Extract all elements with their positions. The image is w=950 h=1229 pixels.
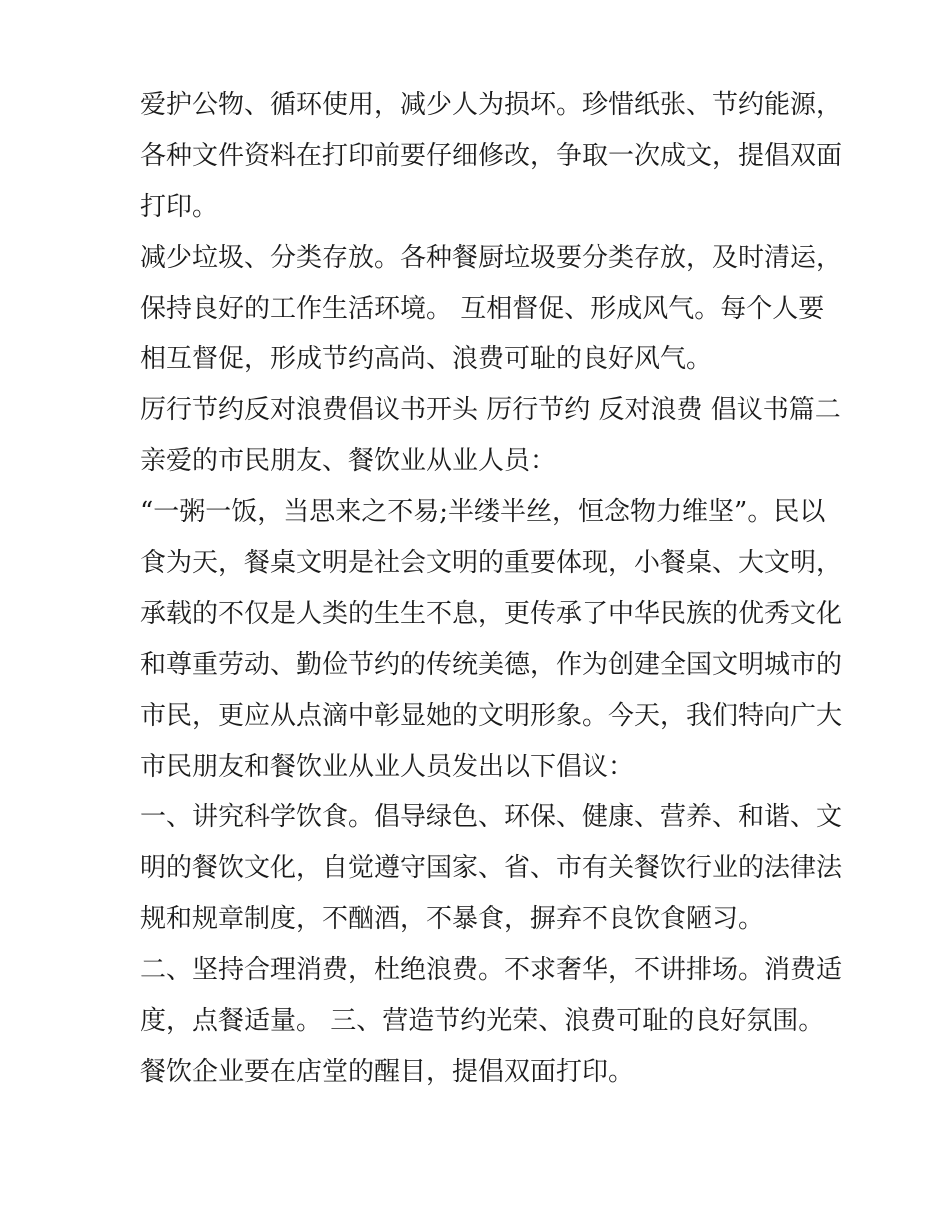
- text-line: 市民，更应从点滴中彰显她的文明形象。今天，我们特向广大: [140, 700, 843, 731]
- text-line: 明的餐饮文化，自觉遵守国家、省、市有关餐饮行业的法律法: [140, 853, 843, 884]
- text-line: 市民朋友和餐饮业从业人员发出以下倡议：: [140, 751, 635, 782]
- text-line: 餐饮企业要在店堂的醒目，提倡双面打印。: [140, 1056, 635, 1087]
- text-line: 规和规章制度，不酗酒，不暴食，摒弃不良饮食陋习。: [140, 904, 765, 935]
- text-line: 各种文件资料在打印前要仔细修改，争取一次成文，提倡双面: [140, 140, 843, 171]
- text-line: 一、讲究科学饮食。倡导绿色、环保、健康、营养、和谐、文: [140, 802, 843, 833]
- salutation: 亲爱的市民朋友、餐饮业从业人员：: [140, 446, 557, 477]
- text-line: “一粥一饭，当思来之不易;半缕半丝，恒念物力维坚”。民以: [140, 497, 826, 528]
- document-body: [140, 80, 843, 1098]
- text-line: 度，点餐适量。 三、营造节约光荣、浪费可耻的良好氛围。: [140, 1006, 825, 1037]
- text-line: 承载的不仅是人类的生生不息，更传承了中华民族的优秀文化: [140, 598, 843, 629]
- text-line: 打印。: [140, 191, 219, 222]
- text-line: 食为天，餐桌文明是社会文明的重要体现，小餐桌、大文明，: [140, 548, 843, 579]
- section-heading: 厉行节约反对浪费倡议书开头 厉行节约 反对浪费 倡议书篇二: [140, 395, 841, 426]
- text-line: 减少垃圾、分类存放。各种餐厨垃圾要分类存放，及时清运，: [140, 242, 843, 273]
- text-line: 爱护公物、循环使用，减少人为损坏。珍惜纸张、节约能源，: [140, 90, 843, 120]
- text-line: 保持良好的工作生活环境。 互相督促、形成风气。每个人要: [140, 293, 825, 324]
- text-line: 二、坚持合理消费，杜绝浪费。不求奢华，不讲排场。消费适: [140, 955, 843, 986]
- text-line: 和尊重劳动、勤俭节约的传统美德，作为创建全国文明城市的: [140, 649, 843, 680]
- text-line: 相互督促，形成节约高尚、浪费可耻的良好风气。: [140, 344, 713, 375]
